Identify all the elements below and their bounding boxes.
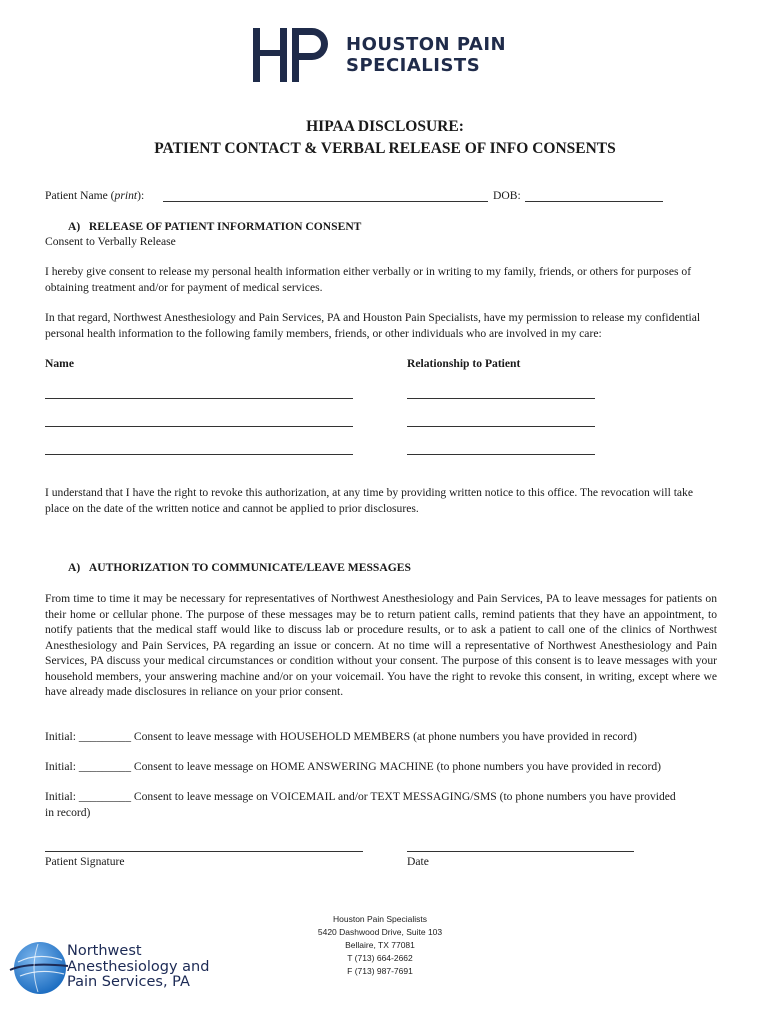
patient-signature-label: Patient Signature <box>45 855 125 868</box>
name-column-header: Name <box>45 357 74 370</box>
nw-line-3: Pain Services, PA <box>67 974 190 990</box>
date-label: Date <box>407 855 429 868</box>
dob-label: DOB: <box>493 189 521 202</box>
patient-name-field[interactable] <box>163 201 488 202</box>
relationship-column-header: Relationship to Patient <box>407 357 521 370</box>
section-a-subheading: Consent to Verbally Release <box>45 235 176 248</box>
globe-icon <box>8 940 70 996</box>
address-line: Houston Pain Specialists <box>332 914 428 924</box>
address-line: Bellaire, TX 77081 <box>345 940 415 950</box>
section-b-paragraph: From time to time it may be necessary for representatives of Northwest Anesthesiology and Pain Services, PA to leave messages for patients on their home or cellular phone. The purpose of these messages may be to return patient calls, remind patients that they have an appointment, to notify patients that the medical staff would like to discuss lab or procedure results, or to ask a patient to call one of the clinics of Northwest Anesthesiology and Pain Services, PA regarding an issue or concern. At no time will a representative of Northwest Anesthesiology and Pain Services, PA discuss your medical circumstances or condition without your consent. The purpose of this consent is to leave messages with your household members, your answering machine and/or on your voicemail. You have the right to revoke this consent, in writing, except where we have already made disclosures in reliance on your prior consent. <box>45 592 717 698</box>
consent-answering-machine: Initial: _________ Consent to leave message on HOME ANSWERING MACHINE (to phone numbers you have provided in record) <box>45 760 661 773</box>
address-line: 5420 Dashwood Drive, Suite 103 <box>317 927 443 937</box>
name-field-1[interactable] <box>45 398 353 399</box>
date-field[interactable] <box>407 851 634 852</box>
hp-monogram-icon <box>250 26 345 84</box>
section-b-heading: A) AUTHORIZATION TO COMMUNICATE/LEAVE MESSAGES <box>68 561 411 574</box>
relationship-field-3[interactable] <box>407 454 595 455</box>
footer-address <box>300 913 460 978</box>
patient-signature-field[interactable] <box>45 851 363 852</box>
revocation-paragraph: I understand that I have the right to revoke this authorization, at any time by providing written notice to this office. The revocation will take place on the date of the written notice and cannot be applied to prior disclosures. <box>45 486 693 515</box>
initial-field-household[interactable]: _________ <box>78 730 131 743</box>
name-field-3[interactable] <box>45 454 353 455</box>
phone-line: T (713) 664-2662 <box>347 953 413 963</box>
section-a-para1: I hereby give consent to release my personal health information either verbally or in writing to my family, friends, or others for purposes of obtaining treatment and/or for payment of medical services. <box>45 265 692 294</box>
logo-line-1: HOUSTON PAIN <box>346 34 507 55</box>
relationship-field-2[interactable] <box>407 426 595 427</box>
northwest-logo-text <box>67 944 209 991</box>
relationship-field-1[interactable] <box>407 398 595 399</box>
dob-field[interactable] <box>525 201 663 202</box>
document-title-2: PATIENT CONTACT & VERBAL RELEASE OF INFO CONSENTS <box>154 140 616 157</box>
consent-voicemail: Initial: _________ Consent to leave message on VOICEMAIL and/or TEXT MESSAGING/SMS (to phone numbers you have provided in record) <box>45 790 676 819</box>
nw-line-2: Anesthesiology and <box>67 958 210 975</box>
name-field-2[interactable] <box>45 426 353 427</box>
section-a-para2: In that regard, Northwest Anesthesiology and Pain Services, PA and Houston Pain Specialists, have my permission to release my confidential personal health information to the following family members, friends, or other individuals who are involved in my care: <box>45 311 701 340</box>
initial-field-answering[interactable]: _________ <box>78 760 131 773</box>
fax-line: F (713) 987-7691 <box>347 966 413 976</box>
logo-line-2: SPECIALISTS <box>346 55 481 76</box>
consent-household: Initial: _________ Consent to leave message with HOUSEHOLD MEMBERS (at phone numbers you have provided in record) <box>45 730 637 743</box>
section-a-heading: A) RELEASE OF PATIENT INFORMATION CONSENT <box>68 220 362 233</box>
nw-line-1: Northwest <box>67 943 142 959</box>
houston-pain-logo-text <box>346 34 506 76</box>
document-title-1: HIPAA DISCLOSURE: <box>306 118 464 135</box>
initial-field-voicemail[interactable]: _________ <box>78 790 131 803</box>
patient-name-label: Patient Name (print): <box>45 189 145 202</box>
